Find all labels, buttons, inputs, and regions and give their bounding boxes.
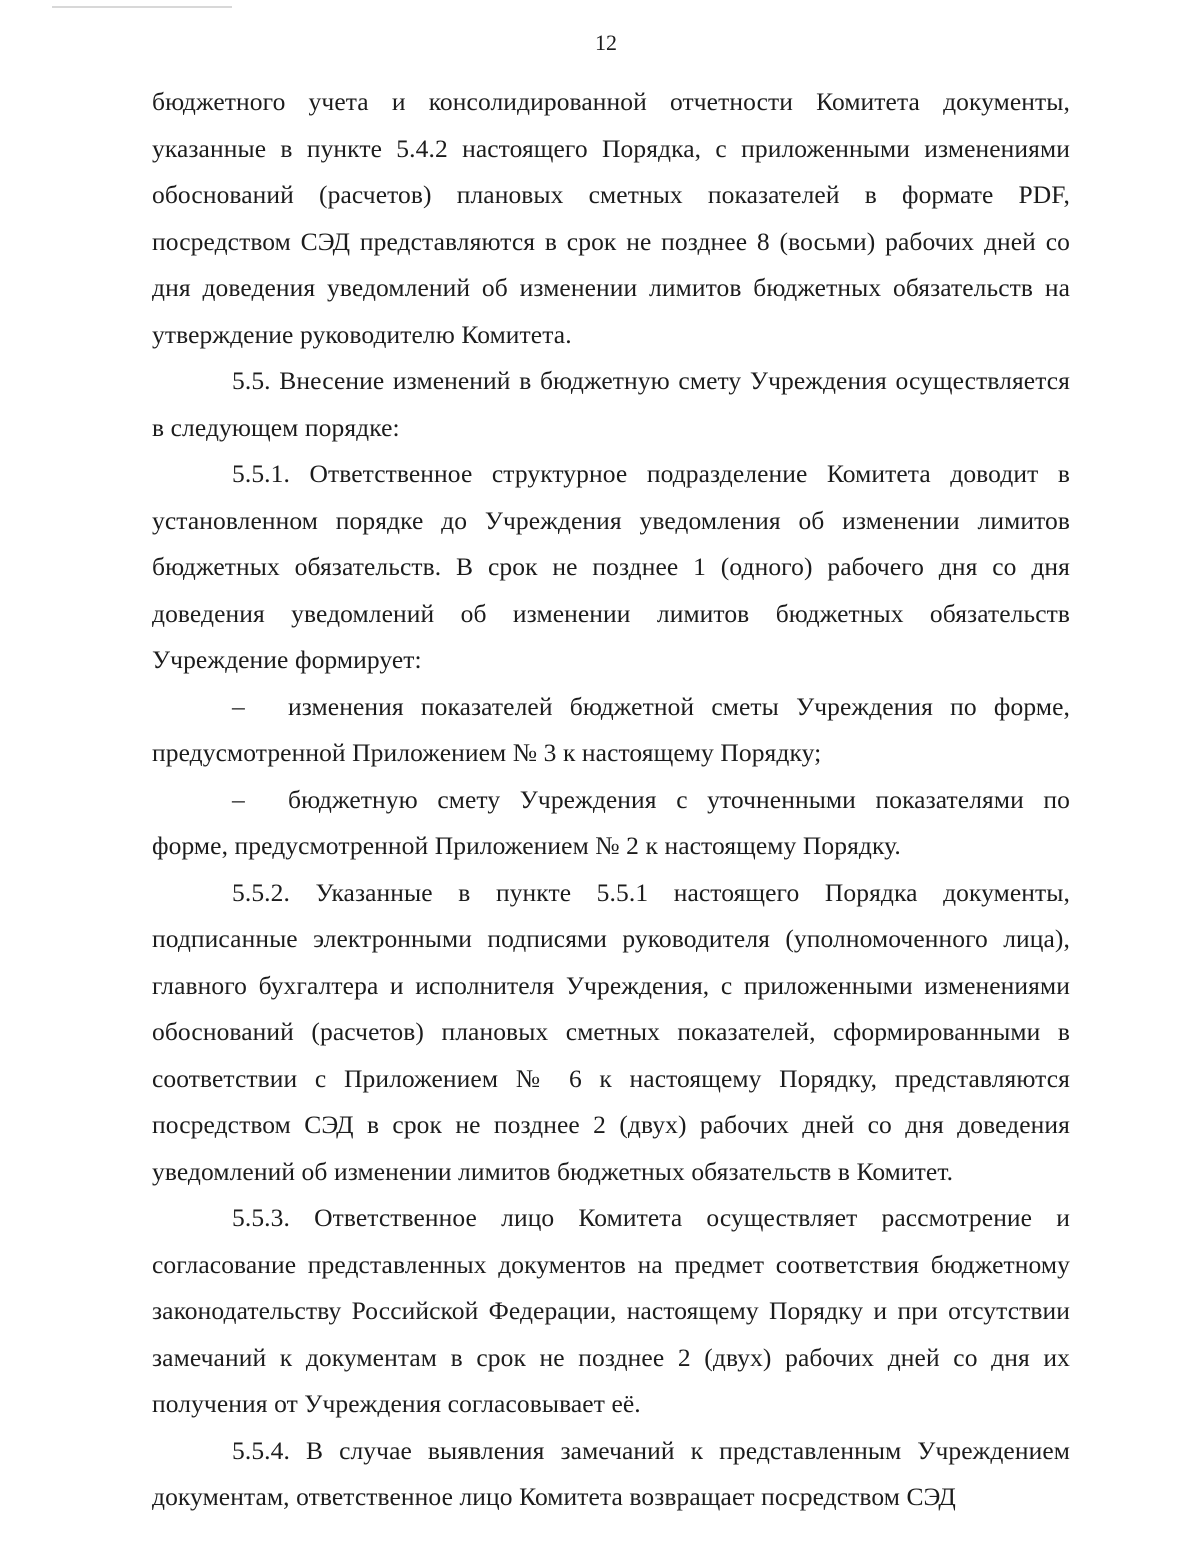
document-body (152, 79, 1070, 1521)
paragraph-5-5-1: 5.5.1. Ответственное структурное подразделение Комитета доводит в установленном порядке до Учреждения уведомления об изменении лимитов бюджетных обязательств. В срок не позднее 1 (одного) рабочего дня со дня доведения уведомлений об изменении лимитов бюджетных обязательств Учреждение формирует: (152, 459, 1070, 674)
paragraph-5-5-3: 5.5.3. Ответственное лицо Комитета осуществляет рассмотрение и согласование представленных документов на предмет соответствия бюджетному законодательству Российской Федерации, настоящему Порядку и при отсутствии замечаний к документам в срок не позднее 2 (двух) рабочих дней со дня их получения от Учреждения согласовывает её. (152, 1203, 1070, 1418)
paragraph-continuation: бюджетного учета и консолидированной отчетности Комитета документы, указанные в пункте 5.4.2 настоящего Порядка, с приложенными изменениями обоснований (расчетов) плановых сметных показателей в формате PDF, посредством СЭД представляются в срок не позднее 8 (восьми) рабочих дней со дня доведения уведомлений об изменении лимитов бюджетных обязательств на утверждение руководителю Комитета. (152, 87, 1070, 349)
page-number: 12 (595, 30, 617, 55)
list-item-budget-estimate (152, 777, 1070, 870)
dash-marker: – (232, 784, 245, 814)
paragraph-5-5-2: 5.5.2. Указанные в пункте 5.5.1 настоящего Порядка документы, подписанные электронными подписями руководителя (уполномоченного лица), главного бухгалтера и исполнителя Учреждения, с приложенными изменениями обоснований (расчетов) плановых сметных показателей, сформированными в соответствии с Приложением № 6 к настоящему Порядку, представляются посредством СЭД в срок не позднее 2 (двух) рабочих дней со дня доведения уведомлений об изменении лимитов бюджетных обязательств в Комитет. (152, 877, 1070, 1186)
dash-marker: – (232, 691, 245, 721)
list-item-budget-changes (152, 684, 1070, 777)
paragraph-5-5: 5.5. Внесение изменений в бюджетную смету Учреждения осуществляется в следующем порядке: (152, 366, 1070, 442)
paragraph-5-5-4: 5.5.4. В случае выявления замечаний к представленным Учреждением документам, ответственное лицо Комитета возвращает посредством СЭД (152, 1435, 1070, 1511)
scan-artifact-line (52, 6, 232, 8)
list-item-text: изменения показателей бюджетной сметы Учреждения по форме, предусмотренной Приложением № 3 к настоящему Порядку; (152, 691, 1070, 767)
list-item-text: бюджетную смету Учреждения с уточненными показателями по форме, предусмотренной Приложением № 2 к настоящему Порядку. (152, 784, 1070, 860)
